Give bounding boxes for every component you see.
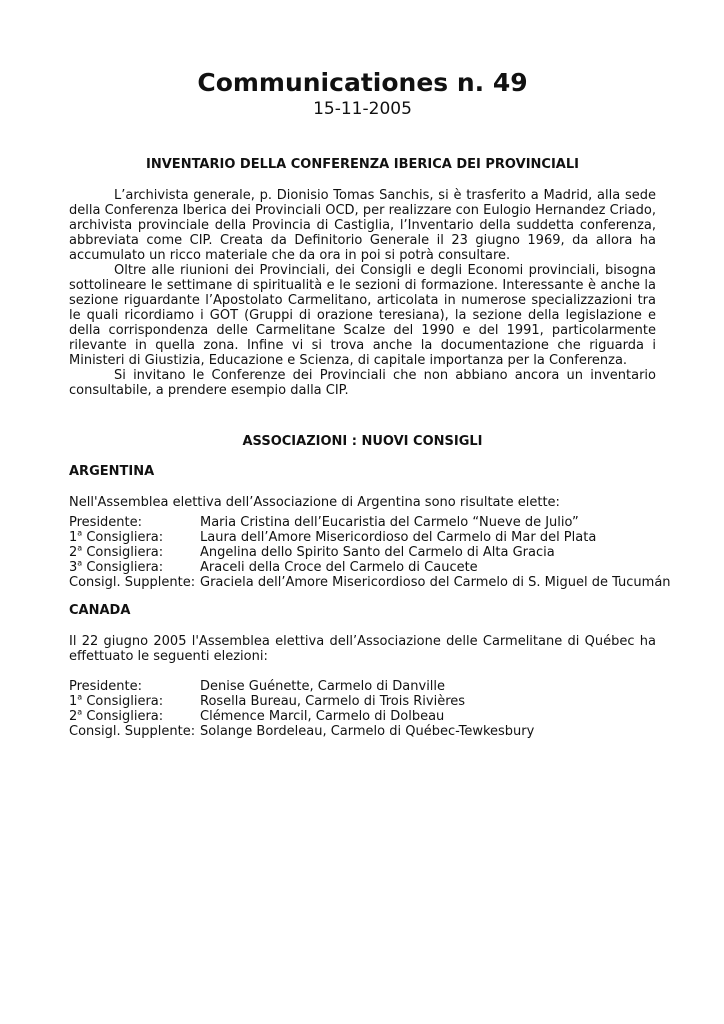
role-label: Presidente: — [69, 515, 143, 530]
document-page — [69, 0, 671, 739]
role-label: 3$^a$ Consigliera: — [69, 558, 164, 575]
role-label: Presidente: — [69, 679, 143, 694]
council-row — [69, 560, 656, 575]
role-label: Consigl. Supplente: — [69, 575, 196, 590]
inventory-paragraph: L’archivista generale, p. Dionisio Tomas Sanchis, si è trasferito a Madrid, alla sede della Conferenza Iberica dei Provinciali OCD, per realizzare con Eulogio Hernandez Criado, archivista provinciale della Provincia di Castiglia, l’Inventario della suddetta conferenza, abbreviata come CIP. Creata da Definitorio Generale il 23 giugno 1969, da allora ha accumulato un ricco materiale che da ora in poi si potrà consultare. — [69, 188, 656, 263]
council-row — [69, 575, 671, 590]
role-label: 2$^a$ Consigliera: — [69, 543, 164, 560]
council-row — [69, 679, 656, 694]
country-heading-canada: CANADA — [69, 603, 131, 618]
page-date: 15-11-2005 — [313, 99, 412, 119]
country-heading-argentina: ARGENTINA — [69, 464, 155, 479]
role-label: 2$^a$ Consigliera: — [69, 707, 164, 724]
member-name: Graciela dell’Amore Misericordioso del Carmelo di S. Miguel de Tucumán — [200, 575, 671, 590]
member-name: Solange Bordeleau, Carmelo di Québec-Tewkesbury — [200, 724, 535, 739]
member-name: Angelina dello Spirito Santo del Carmelo di Alta Gracia — [200, 545, 555, 560]
argentina-intro: Nell'Assemblea elettiva dell’Associazione di Argentina sono risultate elette: — [69, 495, 560, 510]
canada-council-list — [69, 679, 656, 739]
member-name: Clémence Marcil, Carmelo di Dolbeau — [200, 709, 445, 724]
member-name: Rosella Bureau, Carmelo di Trois Rivières — [200, 694, 466, 709]
role-label: Consigl. Supplente: — [69, 724, 196, 739]
role-label: 1$^a$ Consigliera: — [69, 692, 164, 709]
page-title: Communicationes n. 49 — [197, 68, 528, 97]
member-name: Laura dell’Amore Misericordioso del Carmelo di Mar del Plata — [200, 530, 597, 545]
council-row — [69, 515, 656, 530]
associations-heading: ASSOCIAZIONI : NUOVI CONSIGLI — [242, 434, 483, 449]
inventory-heading: INVENTARIO DELLA CONFERENZA IBERICA DEI PROVINCIALI — [146, 157, 579, 172]
inventory-paragraph: Si invitano le Conferenze dei Provinciali che non abbiano ancora un inventario consultabile, a prendere esempio dalla CIP. — [69, 368, 656, 398]
council-row — [69, 724, 656, 739]
canada-intro: Il 22 giugno 2005 l'Assemblea elettiva dell’Associazione delle Carmelitane di Québec ha effettuato le seguenti elezioni: — [69, 634, 656, 664]
inventory-paragraph: Oltre alle riunioni dei Provinciali, dei Consigli e degli Economi provinciali, bisogna sottolineare le settimane di spiritualità e le sezioni di formazione. Interessante è anche la sezione riguardante l’Apostolato Carmelitano, articolata in numerose specializzazioni tra le quali ricordiamo i GOT (Gruppi di orazione teresiana), la sezione della legislazione e della corrispondenza delle Carmelitane Scalze del 1990 e del 1991, particolarmente rilevante in quella zona. Infine vi si trova anche la documentazione che riguarda i Ministeri di Giustizia, Educazione e Scienza, di capitale importanza per la Conferenza. — [69, 263, 656, 368]
member-name: Denise Guénette, Carmelo di Danville — [200, 679, 446, 694]
council-row — [69, 545, 656, 560]
council-row — [69, 709, 656, 724]
argentina-council-list — [69, 515, 671, 590]
role-label: 1$^a$ Consigliera: — [69, 528, 164, 545]
council-row — [69, 694, 656, 709]
council-row — [69, 530, 656, 545]
member-name: Maria Cristina dell’Eucaristia del Carmelo “Nueve de Julio” — [200, 515, 579, 530]
member-name: Araceli della Croce del Carmelo di Caucete — [200, 560, 478, 575]
